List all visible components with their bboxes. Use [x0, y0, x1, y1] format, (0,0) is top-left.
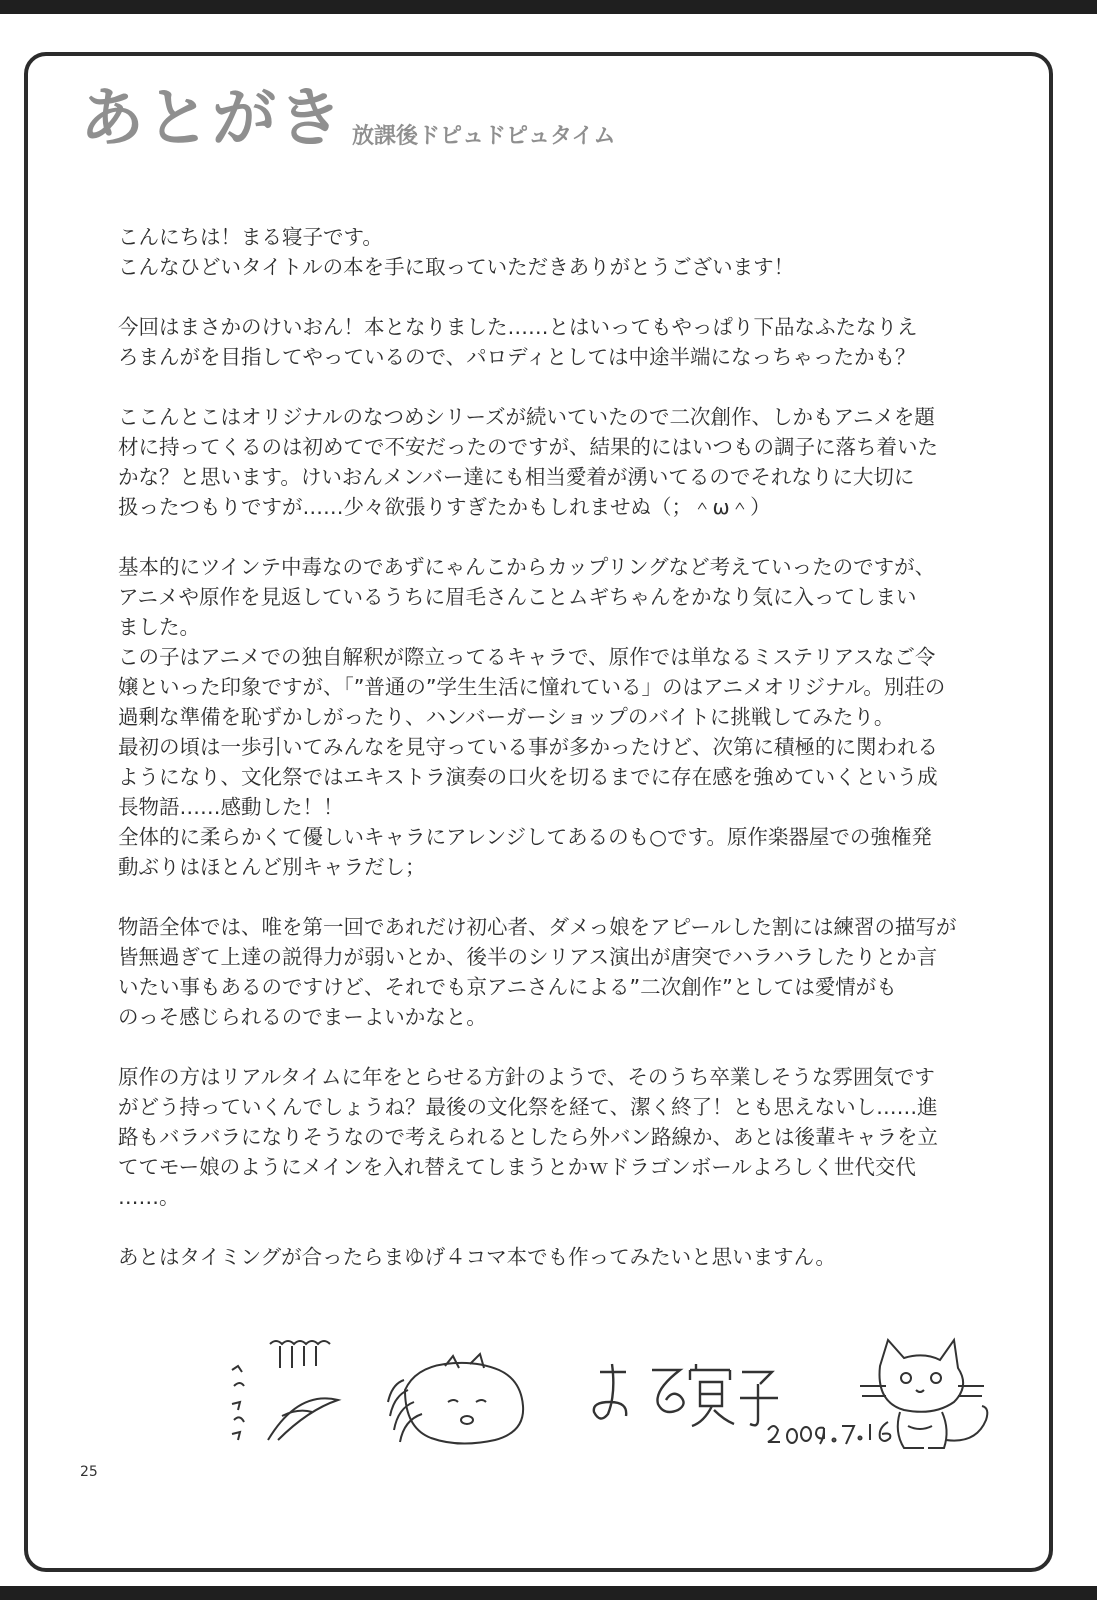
text-line: 基本的にツインテ中毒なのであずにゃんこからカップリングなど考えていったのですが、 [118, 555, 936, 579]
paragraph-gap [118, 882, 978, 912]
paragraph [118, 1242, 978, 1272]
bottom-edge-bar [0, 1586, 1097, 1600]
text-line: いたい事もあるのですけど、それでも京アニさんによる”二次創作”としては愛情がも [118, 975, 897, 999]
signature-sketch [594, 1364, 778, 1426]
paragraph [118, 402, 978, 522]
text-line: 皆無過ぎて上達の説得力が弱いとか、後半のシリアス演出が唐突でハラハラしたりとか言 [118, 945, 938, 969]
text-line: あとはタイミングが合ったらまゆげ４コマ本でも作ってみたいと思いますん。 [118, 1245, 836, 1269]
text-line: 過剰な準備を恥ずかしがったり、ハンバーガーショップのバイトに挑戦してみたり。 [118, 705, 895, 729]
text-line: ててモー娘のようにメインを入れ替えてしまうとかｗドラゴンボールよろしく世代交代 [118, 1155, 916, 1179]
paragraph-gap [118, 1032, 978, 1062]
text-line: 嬢といった印象ですが、「”普通の”学生生活に憧れている」のはアニメオリジナル。別荘の [118, 675, 946, 699]
paragraph-gap [118, 282, 978, 312]
text-line: こんにちは！まる寝子です。 [118, 225, 383, 249]
text-line: ここんとこはオリジナルのなつめシリーズが続いていたので二次創作、しかもアニメを題 [118, 405, 935, 429]
top-edge-bar [0, 0, 1097, 14]
paragraph [118, 222, 978, 282]
heading [80, 84, 616, 154]
text-line: ろまんがを目指してやっているので、パロディとしては中途半端になっちゃったかも？ [118, 345, 916, 369]
paragraph-gap [118, 372, 978, 402]
text-line: 原作の方はリアルタイムに年をとらせる方針のようで、そのうち卒業しそうな雰囲気です [118, 1065, 935, 1089]
page-number: 25 [80, 1464, 98, 1480]
text-line: 材に持ってくるのは初めてで不安だったのですが、結果的にはいつもの調子に落ち着いた [118, 435, 938, 459]
text-line: 最初の頃は一歩引いてみんなを見守っている事が多かったけど、次第に積極的に関われる [118, 735, 938, 759]
paragraph-gap [118, 522, 978, 552]
text-line: 路もバラバラになりそうなので考えられるとしたら外バン路線か、あとは後輩キャラを立 [118, 1125, 938, 1149]
text-line: ようになり、文化祭ではエキストラ演奏の口火を切るまでに存在感を強めていくという成 [118, 765, 938, 789]
paragraph [118, 312, 978, 372]
text-line: アニメや原作を見返しているうちに眉毛さんことムギちゃんをかなり気に入ってしまい [118, 585, 917, 609]
page-subtitle: 放課後ドピュドピュタイム [352, 124, 616, 149]
date-sketch [768, 1422, 890, 1444]
text-line: 長物語……感動した！！ [118, 795, 344, 819]
text-line: こんなひどいタイトルの本を手に取っていただきありがとうございます！ [118, 255, 795, 279]
text-line: 動ぶりはほとんど別キャラだし； [118, 855, 426, 879]
text-line: ました。 [118, 615, 200, 639]
text-line: 物語全体では、唯を第一回であれだけ初心者、ダメっ娘をアピールした割には練習の描写が [118, 915, 957, 939]
text-line: 全体的に柔らかくて優しいキャラにアレンジしてあるのも○です。原作楽器屋での強権発 [118, 825, 932, 849]
text-line: この子はアニメでの独自解釈が際立ってるキャラで、原作では単なるミステリアスなご令 [118, 645, 936, 669]
text-line: かな？と思います。けいおんメンバー達にも相当愛着が湧いてるのでそれなりに大切に [118, 465, 915, 489]
paragraph [118, 1062, 978, 1212]
text-line: 扱ったつもりですが……少々欲張りすぎたかもしれませぬ（；＾ω＾） [118, 495, 771, 519]
text-line: 今回はまさかのけいおん！本となりました……とはいってもやっぱり下品なふたなりえ [118, 315, 918, 339]
text-line: のっそ感じられるのでまーよいかなと。 [118, 1005, 487, 1029]
paragraph [118, 912, 978, 1032]
text-line: ……。 [118, 1185, 180, 1209]
paragraph [118, 552, 978, 882]
page-title: あとがき [80, 82, 344, 156]
afterword-body [118, 222, 978, 1272]
sketch-area [220, 1330, 1000, 1460]
paragraph-gap [118, 1212, 978, 1242]
sleeping-character-sketch [388, 1354, 523, 1444]
text-line: がどう持っていくんでしょうね？最後の文化祭を経て、潔く終了！とも思えないし……進 [118, 1095, 938, 1119]
sound-effect-sketch [232, 1341, 338, 1440]
